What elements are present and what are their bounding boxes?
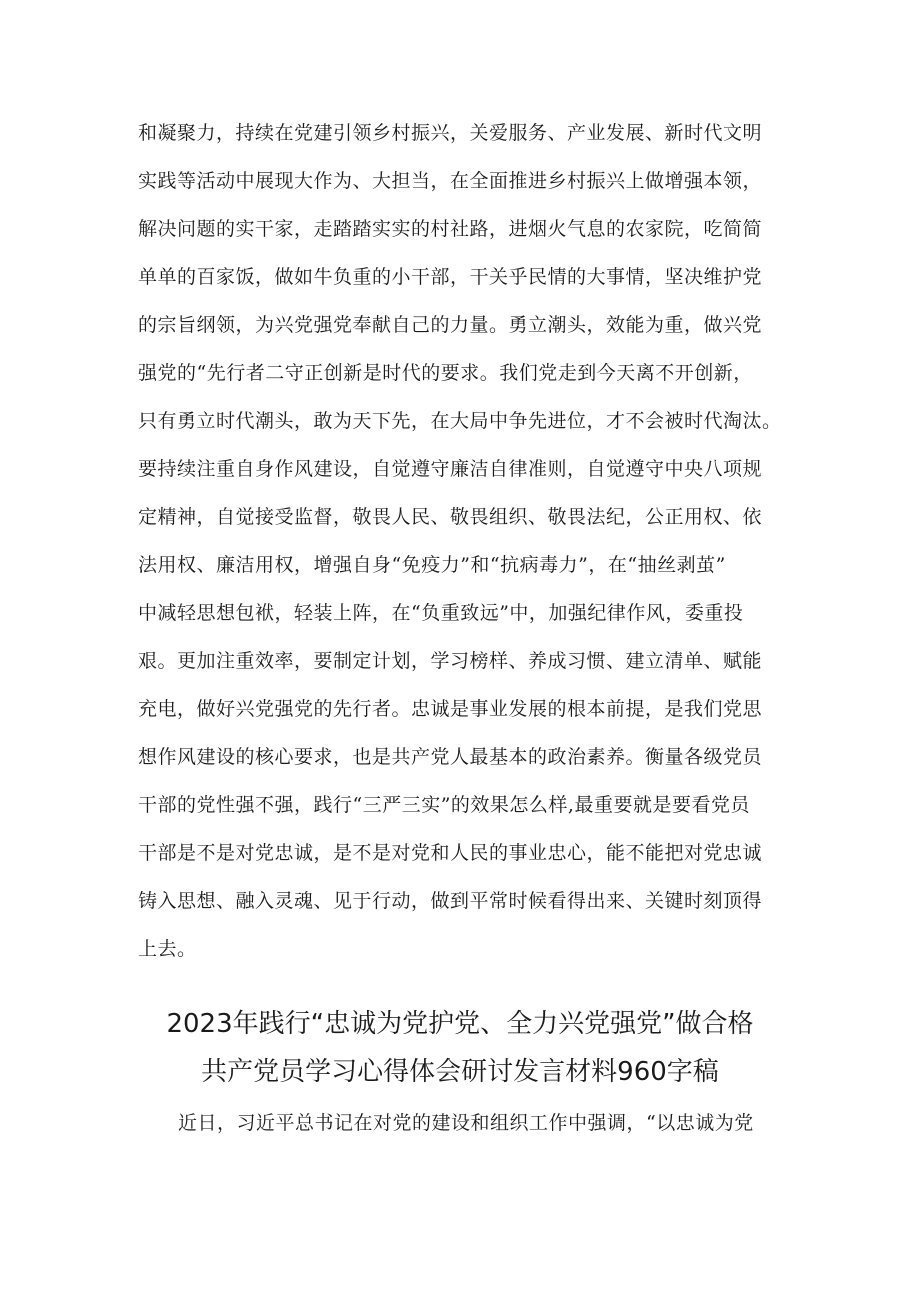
body-line: 强党的“先行者二守正创新是时代的要求。我们党走到今天离不开创新， [138,362,753,384]
body-line: 解决问题的实干家，走踏踏实实的村社路，进烟火气息的农家院，吃简简 [138,218,763,240]
body-line: 干部是不是对党忠诚，是不是对党和人民的事业忠心，能不能把对党忠诚 [138,842,763,864]
body-line: 铸入思想、融入灵魂、见于行动，做到平常时候看得出来、关键时刻顶得 [138,890,763,912]
body-line: 法用权、廉洁用权，增强自身“免疫力”和“抗病毒力”，在“抽丝剥茧” [138,554,726,576]
article-title-line-2: 共产党员学习心得体会研讨发言材料960字稿 [201,1057,719,1087]
body-line: 的宗旨纲领，为兴党强党奉献自己的力量。勇立潮头，效能为重，做兴党 [138,314,763,336]
body-line: 定精神，自觉接受监督，敬畏人民、敬畏组织、敬畏法纪，公正用权、依 [138,506,763,528]
body-line: 想作风建设的核心要求，也是共产党人最基本的政治素养。衡量各级党员 [138,746,763,768]
body-line: 中减轻思想包袱，轻装上阵，在“负重致远”中，加强纪律作风，委重投 [138,602,744,624]
body-line: 实践等活动中展现大作为、大担当，在全面推进乡村振兴上做增强本领， [138,170,763,192]
body-line: 要持续注重自身作风建设，自觉遵守廉洁自律准则，自觉遵守中央八项规 [138,458,763,480]
body-line: 只有勇立时代潮头，敢为天下先，在大局中争先进位，才不会被时代淘汰。 [138,410,782,432]
body-line: 充电，做好兴党强党的先行者。忠诚是事业发展的根本前提，是我们党思 [138,698,763,720]
body-line: 和凝聚力，持续在党建引领乡村振兴，关爱服务、产业发展、新时代文明 [138,122,763,144]
body-line: 上去。 [138,938,197,960]
intro-paragraph: 近日，习近平总书记在对党的建设和组织工作中强调，“以忠诚为党 [178,1112,754,1134]
body-line: 艰。更加注重效率，要制定计划，学习榜样、养成习惯、建立清单、赋能 [138,650,763,672]
body-line: 单单的百家饭，做如牛负重的小干部，干关乎民情的大事情，坚决维护党 [138,266,763,288]
body-line: 干部的党性强不强，践行“三严三实”的效果怎么样,最重要就是要看党员 [138,794,750,816]
article-title-line-1: 2023年践行“忠诚为党护党、全力兴党强党”做合格 [166,1009,754,1039]
